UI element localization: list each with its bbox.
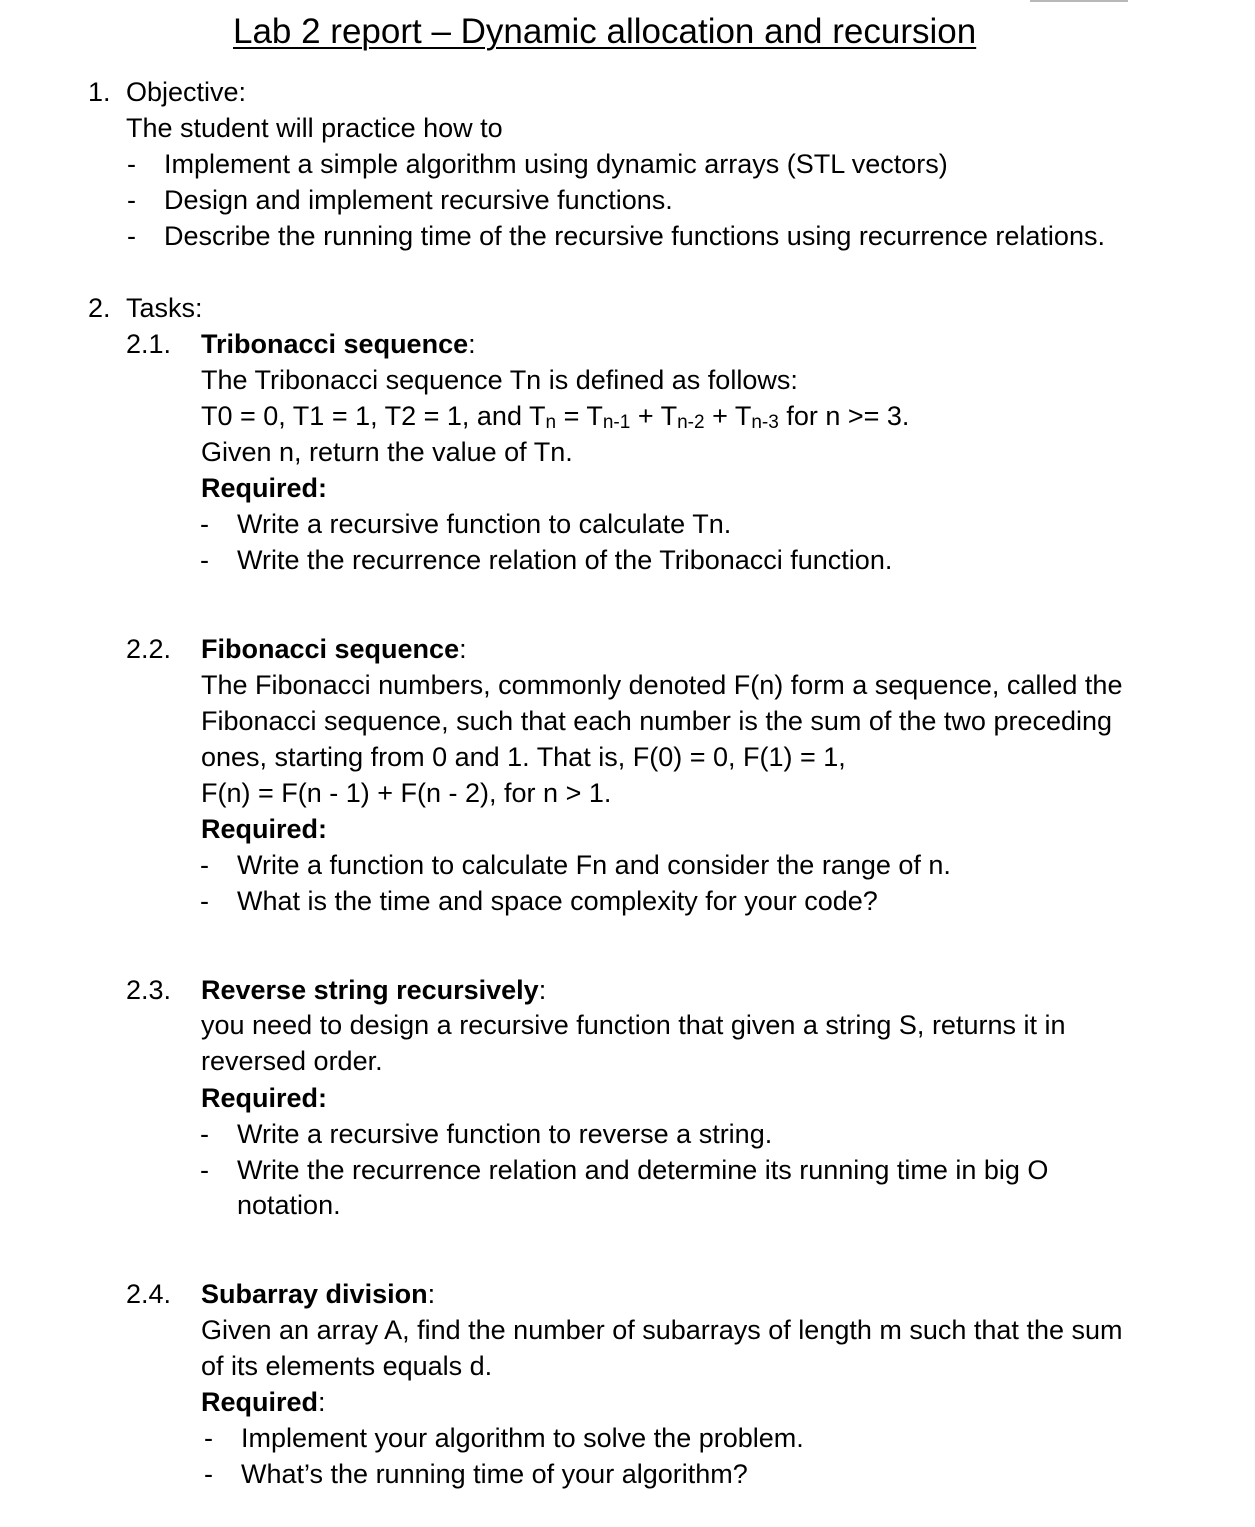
title-colon: : [427, 1279, 436, 1309]
task-number: 2.1. [126, 329, 172, 359]
task-title [201, 1276, 435, 1312]
objective-bullet: Design and implement recursive functions. [164, 185, 673, 215]
task-text: Given n, return the value of Tn. [201, 437, 573, 467]
task-text: F(n) = F(n - 1) + F(n - 2), for n > 1. [201, 778, 612, 808]
required-label-text: Required [201, 1387, 319, 1417]
formula-subscript: n [545, 412, 557, 433]
task-number: 2.3. [126, 975, 172, 1005]
task-title-text: Reverse string recursively [201, 975, 539, 1005]
formula-part: + T [704, 401, 752, 431]
title-colon: : [468, 329, 476, 359]
bullet-dash: - [200, 850, 209, 880]
required-bullet: Write a function to calculate Fn and consider the range of n. [237, 850, 951, 880]
objective-number: 1. [88, 77, 111, 107]
task-number: 2.2. [126, 634, 172, 664]
task-text: The Tribonacci sequence Tn is defined as follows: [201, 365, 798, 395]
bullet-dash: - [204, 1459, 213, 1489]
task-text: The Fibonacci numbers, commonly denoted F(n) form a sequence, called the [201, 670, 1123, 700]
tribonacci-formula [201, 398, 909, 434]
formula-subscript: n-1 [602, 412, 631, 433]
required-bullet-cont: notation. [237, 1190, 341, 1220]
task-title-text: Subarray division [201, 1279, 428, 1309]
task-text: you need to design a recursive function that given a string S, returns it in [201, 1010, 1066, 1040]
required-label: Required: [201, 1083, 328, 1113]
formula-subscript: n-2 [677, 412, 705, 433]
bullet-dash: - [200, 509, 209, 539]
objective-bullet: Describe the running time of the recursive functions using recurrence relations. [164, 221, 1105, 251]
bullet-dash: - [127, 185, 136, 215]
task-title [201, 631, 467, 667]
formula-part: + T [630, 401, 678, 431]
title-colon: : [538, 975, 547, 1005]
required-bullet: Implement your algorithm to solve the problem. [241, 1423, 804, 1453]
title-colon: : [459, 634, 467, 664]
tasks-heading: Tasks: [126, 293, 203, 323]
required-bullet: What’s the running time of your algorithm? [241, 1459, 748, 1489]
required-label: Required: [201, 814, 328, 844]
formula-subscript: n-3 [751, 412, 779, 433]
required-bullet: Write the recurrence relation of the Tribonacci function. [237, 545, 893, 575]
required-bullet: Write a recursive function to calculate Tn. [237, 509, 732, 539]
task-number: 2.4. [126, 1279, 172, 1309]
task-text: reversed order. [201, 1046, 383, 1076]
required-bullet: Write a recursive function to reverse a string. [237, 1119, 773, 1149]
task-text: Given an array A, find the number of subarrays of length m such that the sum [201, 1315, 1123, 1345]
task-text: Fibonacci sequence, such that each number is the sum of the two preceding [201, 706, 1113, 736]
task-title [201, 326, 476, 362]
task-text: of its elements equals d. [201, 1351, 493, 1381]
objective-heading: Objective: [126, 77, 247, 107]
bullet-dash: - [127, 221, 136, 251]
bullet-dash: - [200, 886, 209, 916]
required-label [201, 1384, 326, 1420]
required-label: Required: [201, 473, 328, 503]
bullet-dash: - [200, 1155, 209, 1185]
required-colon: : [318, 1387, 326, 1417]
required-bullet: What is the time and space complexity for your code? [237, 886, 878, 916]
formula-part: T0 = 0, T1 = 1, T2 = 1, and T [201, 401, 546, 431]
task-title-text: Fibonacci sequence [201, 634, 460, 664]
task-title [201, 972, 546, 1008]
task-title-text: Tribonacci sequence [201, 329, 469, 359]
bullet-dash: - [200, 1119, 209, 1149]
page-title: Lab 2 report – Dynamic allocation and recursion [233, 12, 977, 51]
bullet-dash: - [204, 1423, 213, 1453]
bullet-dash: - [200, 545, 209, 575]
objective-bullet: Implement a simple algorithm using dynamic arrays (STL vectors) [164, 149, 948, 179]
formula-part: for n >= 3. [778, 401, 910, 431]
task-text: ones, starting from 0 and 1. That is, F(0) = 0, F(1) = 1, [201, 742, 846, 772]
required-bullet: Write the recurrence relation and determine its running time in big O [237, 1155, 1049, 1185]
objective-intro: The student will practice how to [126, 113, 503, 143]
bullet-dash: - [127, 149, 136, 179]
tasks-number: 2. [88, 293, 111, 323]
top-edge-line [1030, 0, 1128, 2]
formula-part: = T [556, 401, 603, 431]
